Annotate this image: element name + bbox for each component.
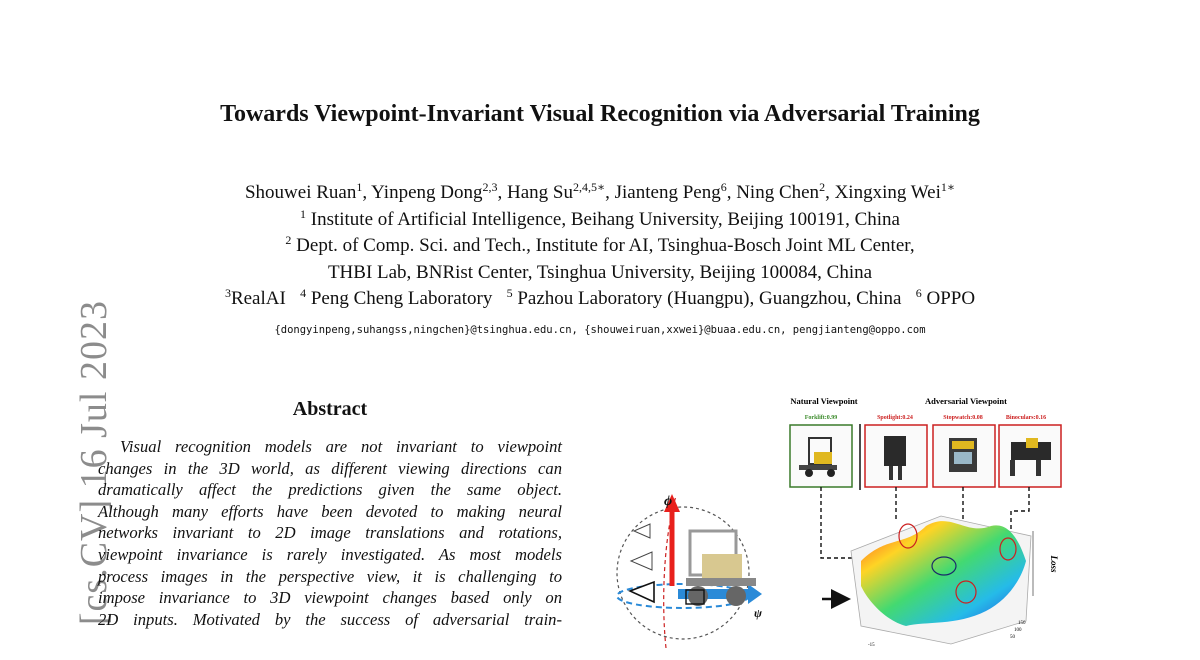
affiliation-2 — [0, 233, 1200, 260]
teaser-figure — [606, 386, 1076, 648]
adv-prediction-1: Spotlight:0.24 — [877, 415, 913, 421]
affiliation-1 — [0, 207, 1200, 234]
author-block — [0, 180, 1200, 313]
abstract-heading: Abstract — [292, 398, 368, 420]
author-aff: 2,4,5∗ — [572, 180, 606, 194]
aff-number: 5 — [506, 286, 513, 300]
adv-prediction-2: Stopwatch:0.08 — [943, 415, 983, 421]
author-name: Yinpeng Dong — [371, 182, 483, 203]
adv-prediction-3: Binoculars:0.16 — [1005, 415, 1047, 421]
natural-viewpoint-header: Natural Viewpoint — [790, 396, 858, 406]
aff-text: Peng Cheng Laboratory — [310, 288, 493, 309]
abstract-line: Visual recognition models are not invariant to viewpoint — [120, 437, 562, 456]
author-emails: {dongyinpeng,suhangss,ningchen}@tsinghua.edu.cn, {shouweiruan,xxwei}@buaa.edu.cn, pengjianteng@oppo.com — [274, 324, 926, 336]
adv-thumbnail-2 — [933, 425, 995, 487]
abstract-line: networks invariant to 2D image translations and rotations, — [98, 523, 562, 543]
paper-title: Towards Viewpoint-Invariant Visual Recognition via Adversarial Training — [220, 101, 980, 127]
aff-number: 2 — [285, 233, 292, 247]
author-name: Xingxing Wei — [834, 182, 941, 203]
abstract-line: impose invariance to 3D viewpoint changes based only on — [98, 588, 562, 608]
abstract-line: viewpoint invariance is rarely investigated. As most models — [98, 544, 562, 564]
axis-tick: -15 — [868, 643, 875, 648]
aff-number: 3 — [224, 286, 231, 300]
aff-text: Pazhou Laboratory (Huangpu), Guangzhou, China — [517, 288, 902, 309]
author-name: Shouwei Ruan — [244, 182, 357, 203]
loss-surface — [851, 516, 1059, 648]
aff-text: Dept. of Comp. Sci. and Tech., Institute for AI, Tsinghua-Bosch Joint ML Center, — [296, 235, 915, 256]
affiliation-2-cont — [0, 260, 1200, 287]
affiliation-3-6 — [0, 286, 1200, 313]
phi-label: ϕ — [664, 494, 673, 509]
abstract-line: Although many efforts have been devoted to making neural — [98, 501, 562, 521]
author-aff: 6 — [720, 180, 727, 194]
author-aff: 2 — [819, 180, 826, 194]
abstract-line: changes in the 3D world, as different viewing directions can — [98, 458, 562, 478]
axis-tick: 100 — [1014, 628, 1022, 633]
aff-text: OPPO — [926, 288, 976, 309]
adversarial-viewpoint-header: Adversarial Viewpoint — [925, 396, 1007, 406]
arxiv-stamp — [26, 300, 115, 660]
aff-text: RealAI — [230, 288, 286, 309]
abstract-body — [98, 436, 562, 630]
author-line: Shouwei Ruan$^1$, Yinpeng Dong$^{2,3}$, Hang $Su^{2,4,5∗}$, Jianteng Peng$^6$, Ning Chen$^2$, Xingxing Wei$^{1∗}$ — [244, 180, 956, 203]
author-name: Hang Su — [506, 182, 573, 203]
arxiv-stamp-text: [cs.CV] 16 Jul 2023 — [73, 300, 115, 626]
adv-thumbnail-1 — [865, 425, 927, 487]
aff-text: THBI Lab, BNRist Center, Tsinghua University, Beijing 100084, China — [327, 261, 873, 283]
abstract-line: 2D inputs. Motivated by the success of adversarial train- — [98, 609, 562, 629]
author-aff: 1 — [356, 180, 363, 194]
aff-number: 6 — [915, 286, 922, 300]
axis-tick: 50 — [1010, 635, 1015, 640]
adv-thumbnail-3 — [999, 425, 1061, 487]
aff-number: 1 — [300, 206, 306, 221]
natural-thumbnail — [790, 425, 852, 487]
natural-prediction: Forklift:0.99 — [804, 415, 838, 421]
loss-axis-label: Loss — [1049, 555, 1059, 573]
author-name: Jianteng Peng — [614, 182, 721, 203]
viewpoint-sphere — [617, 494, 763, 648]
author-aff: 2,3 — [482, 180, 498, 194]
axis-tick: 150 — [1018, 621, 1026, 626]
aff-number: 4 — [300, 286, 307, 300]
psi-label: ψ — [754, 606, 763, 620]
aff-text: Institute of Artificial Intelligence, Beihang University, Beijing 100191, China — [310, 208, 900, 230]
author-name: Ning Chen — [736, 182, 820, 203]
author-aff: 1∗ — [940, 180, 956, 194]
abstract-line: dramatically affect the predictions given the same object. — [98, 480, 562, 500]
abstract-line: process images in the perspective view, it is challenging to — [98, 566, 562, 586]
